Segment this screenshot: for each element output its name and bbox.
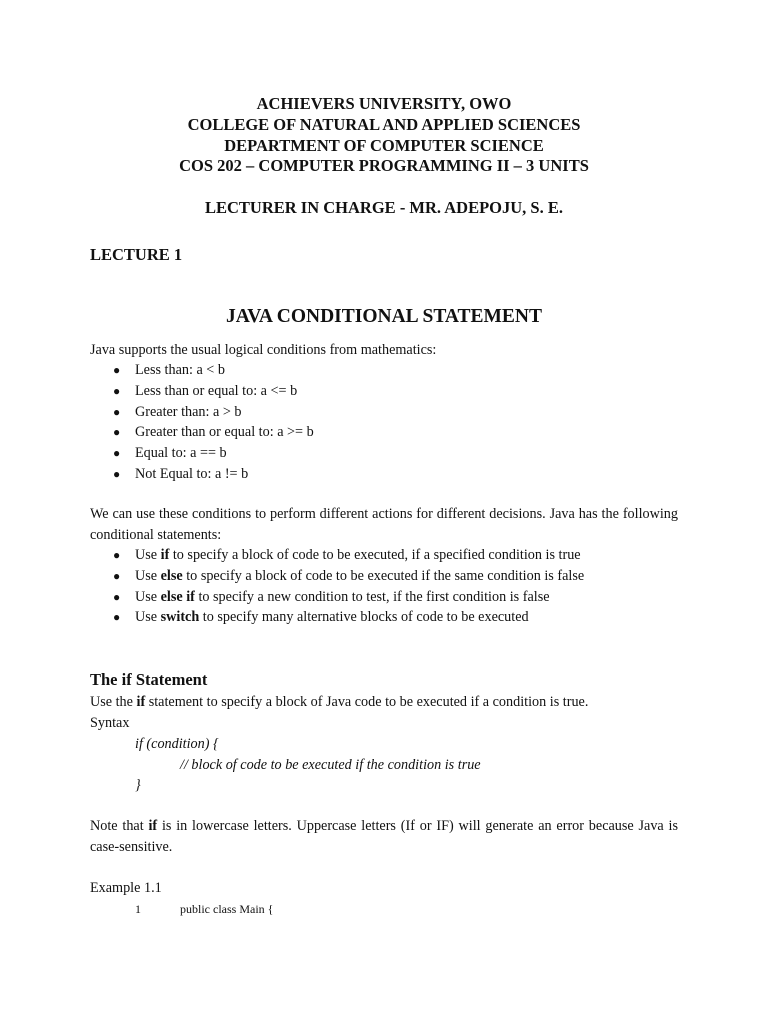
course-title: COS 202 – COMPUTER PROGRAMMING II – 3 UNITS [179,156,589,175]
list-item: ● Greater than: a > b [90,402,314,423]
bullet-icon: ● [113,383,121,398]
list-item: ● Use else to specify a block of code to be executed if the same condition is false [90,566,584,587]
college-name: COLLEGE OF NATURAL AND APPLIED SCIENCES [187,115,581,134]
list-item: ● Less than or equal to: a <= b [90,381,314,402]
example-label: Example 1.1 [90,880,162,896]
case-sensitivity-note: Note that if is in lowercase letters. Uppercase letters (If or IF) will generate an error because Java is case-sensitive. [90,818,678,855]
bullet-icon: ● [113,568,121,583]
bullet-icon: ● [113,446,121,461]
code-line: } [135,777,141,793]
list-item: ● Not Equal to: a != b [90,464,314,485]
intro-text: Java supports the usual logical conditions from mathematics: [90,342,437,358]
bullet-icon: ● [113,466,121,481]
code-line: public class Main { [180,902,274,916]
bullet-icon: ● [113,404,121,419]
code-line: // block of code to be executed if the condition is true [180,757,481,773]
bullet-icon: ● [113,610,121,625]
list-item: ● Use else if to specify a new condition to test, if the first condition is false [90,587,584,608]
statements-list [90,545,584,628]
code-line: if (condition) { [135,736,219,752]
conditions-list [90,360,314,485]
list-item: ● Equal to: a == b [90,443,314,464]
list-item: ● Less than: a < b [90,360,314,381]
code-line-number: 1 [135,902,141,916]
bullet-icon: ● [113,589,121,604]
page-title: JAVA CONDITIONAL STATEMENT [225,306,543,327]
department-name: DEPARTMENT OF COMPUTER SCIENCE [224,136,544,155]
bullet-icon: ● [113,548,121,562]
list-item: ● Use if to specify a block of code to be executed, if a specified condition is true [90,545,584,566]
lecturer-line: LECTURER IN CHARGE - MR. ADEPOJU, S. E. [205,198,563,217]
university-name: ACHIEVERS UNIVERSITY, OWO [256,94,512,113]
syntax-label: Syntax [90,715,130,731]
if-description: Use the if statement to specify a block of Java code to be executed if a condition is true. [90,694,589,710]
bullet-icon: ● [113,425,121,440]
bullet-icon: ● [113,363,121,377]
section-heading-if: The if Statement [90,670,208,689]
list-item: ● Use switch to specify many alternative blocks of code to be executed [90,607,584,628]
lecture-label: LECTURE 1 [90,245,183,264]
conditions-paragraph: We can use these conditions to perform different actions for different decisions. Java has the following conditional statements: [90,506,678,543]
list-item: ● Greater than or equal to: a >= b [90,422,314,443]
